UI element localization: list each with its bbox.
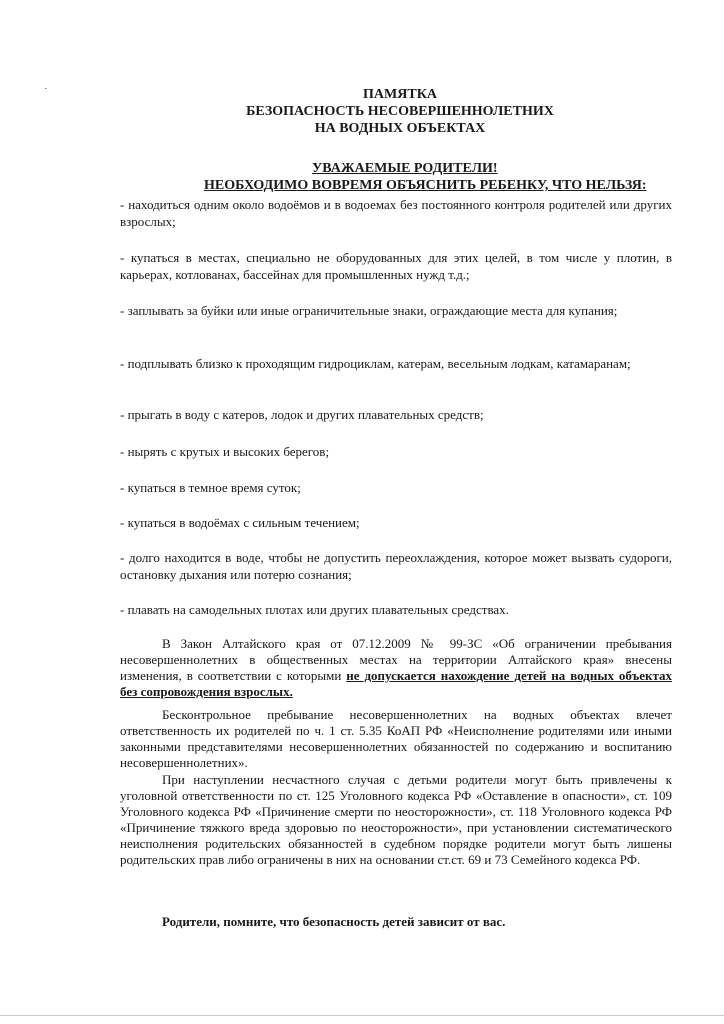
criminal-paragraph [120,772,672,868]
document-title-line2: БЕЗОПАСНОСТЬ НЕСОВЕРШЕННОЛЕТНИХ [246,104,554,119]
list-item: - заплывать за буйки или иные ограничительные знаки, ограждающие места для купания; [120,303,618,318]
document-title-line3: НА ВОДНЫХ ОБЪЕКТАХ [314,121,486,136]
list-item: - подплывать близко к проходящим гидроциклам, катерам, весельным лодкам, катамаранам; [120,356,631,371]
law-paragraph [120,636,672,700]
list-item: - купаться в водоёмах с сильным течением; [120,515,360,530]
law-paragraph-text: В Закон Алтайского края от 07.12.2009 № 99-ЗС «Об ограничении пребывания несовершеннолетних в общественных местах на территории Алтайского края» внесены изменения, в соответствии с которыми [120,636,672,683]
scan-edge-line [0,1015,724,1016]
instruction-heading: НЕОБХОДИМО ВОВРЕМЯ ОБЪЯСНИТЬ РЕБЕНКУ, ЧТО НЕЛЬЗЯ: [204,178,647,193]
criminal-paragraph-text: При наступлении несчастного случая с детьми родители могут быть привлечены к уголовной ответственности по ст. 125 Уголовного кодекса РФ «Оставление в опасности», ст. 109 Уголовного кодекса РФ «Причинение смерти по неосторожности», ст. 118 Уголовного кодекса РФ «Причинение тяжкого вреда здоровью по неосторожности», при установлении систематического неисполнения родительских обязанностей в судебном порядке родители могут быть лишены родительских прав либо ограничены в них на основании ст.ст. 69 и 73 Семейного кодекса РФ. [120,772,672,867]
responsibility-paragraph-text: Бесконтрольное пребывание несовершеннолетних на водных объектах влечет ответственность их родителей по ч. 1 ст. 5.35 КоАП РФ «Неисполнение родителями или иными законными представителями несовершеннолетних обязанностей по содержанию и воспитанию несовершеннолетних». [120,707,672,770]
document-title-line1: ПАМЯТКА [363,87,437,102]
list-item: - прыгать в воду с катеров, лодок и других плавательных средств; [120,407,484,422]
scan-speck [45,88,47,89]
list-item: - купаться в темное время суток; [120,480,301,495]
list-item: - купаться в местах, специально не оборудованных для этих целей, в том числе у плотин, в карьерах, котлованах, бассейнах для промышленных нужд т.д.; [120,250,672,282]
list-item: - долго находится в воде, чтобы не допустить переохлаждения, которое может вызвать судороги, остановку дыхания или потерю сознания; [120,550,672,582]
list-item: - плавать на самодельных плотах или других плавательных средствах. [120,602,509,617]
closing-statement: Родители, помните, что безопасность детей зависит от вас. [162,914,506,929]
list-item: - находиться одним около водоёмов и в водоемах без постоянного контроля родителей или других взрослых; [120,197,672,229]
list-item: - нырять с крутых и высоких берегов; [120,444,330,459]
responsibility-paragraph [120,707,672,771]
appeal-heading: УВАЖАЕМЫЕ РОДИТЕЛИ! [312,161,498,176]
law-paragraph-emphasis: не допускается нахождение детей на водных объектах без сопровождения взрослых. [120,668,672,699]
